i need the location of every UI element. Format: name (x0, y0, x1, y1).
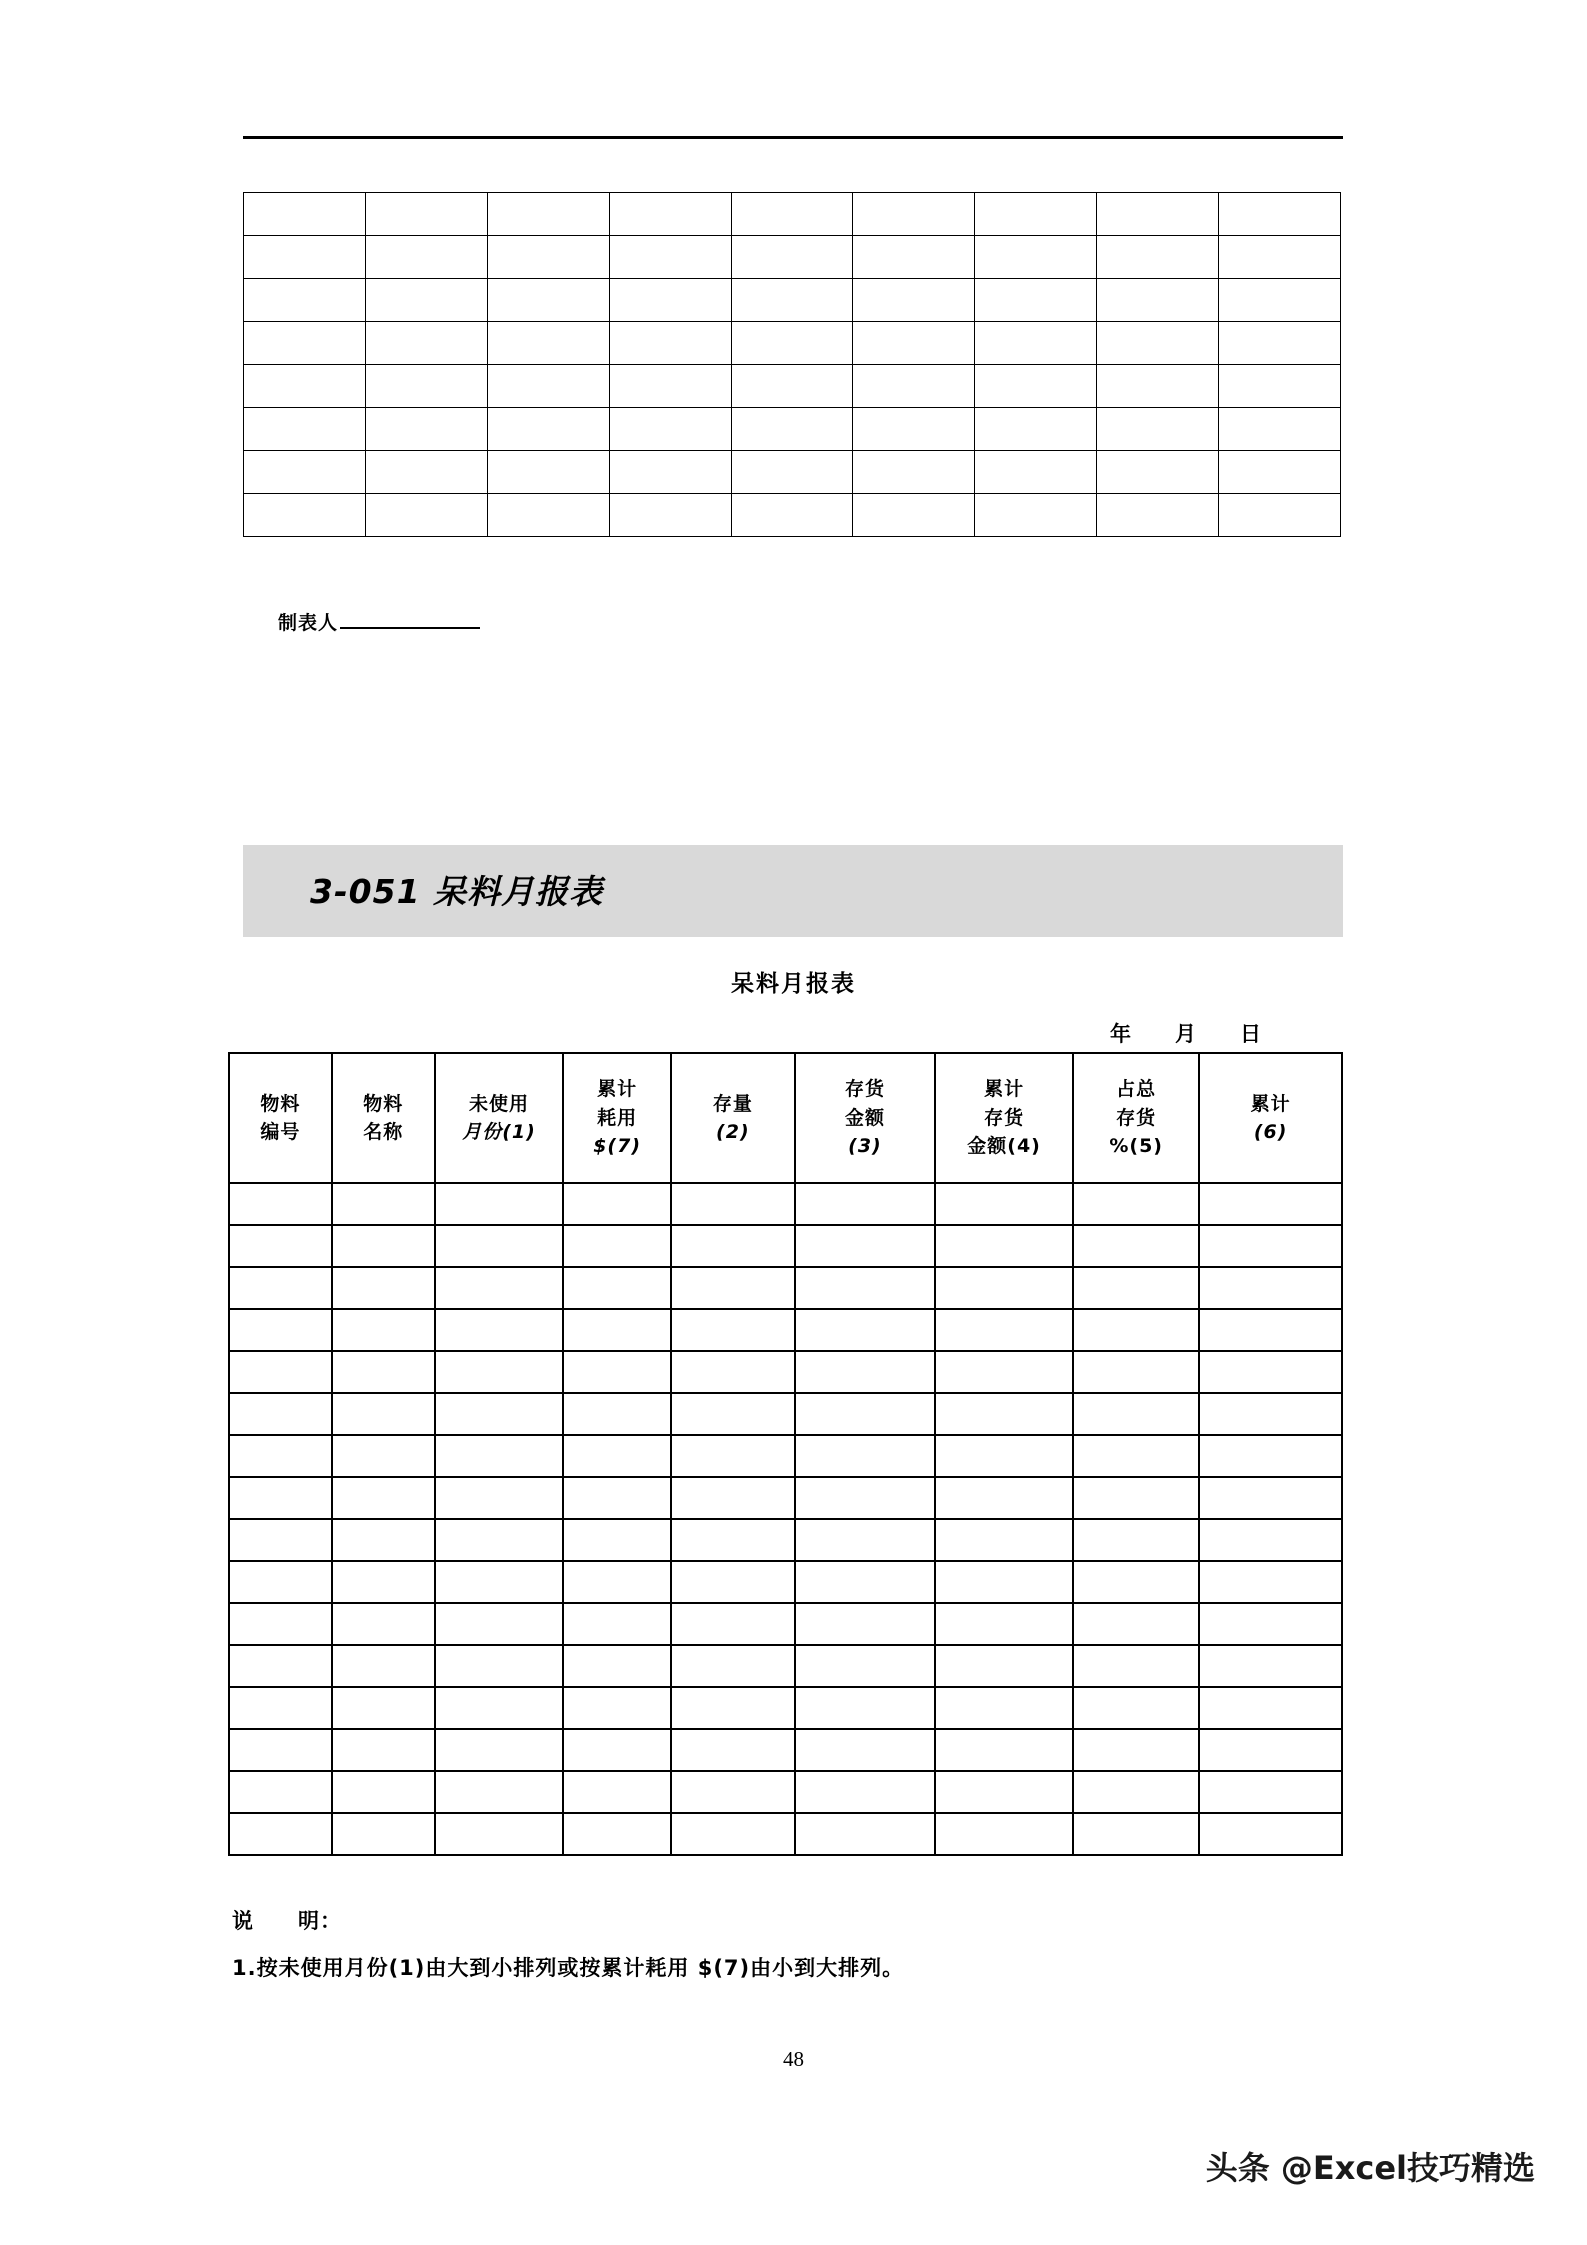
table-cell (795, 1813, 935, 1855)
col-header-material-name (332, 1053, 435, 1183)
table-cell (365, 365, 487, 408)
table-row (229, 1477, 1342, 1519)
table-cell (975, 494, 1097, 537)
table-cell (731, 451, 853, 494)
table-cell (332, 1393, 435, 1435)
table-cell (1073, 1309, 1199, 1351)
table-cell (563, 1477, 671, 1519)
table-cell (795, 1183, 935, 1225)
table-cell (935, 1435, 1073, 1477)
table-cell (1097, 279, 1219, 322)
table-body (229, 1183, 1342, 1855)
table-cell (1097, 494, 1219, 537)
col-header-unused-months (435, 1053, 564, 1183)
table-cell (332, 1477, 435, 1519)
table-cell (935, 1645, 1073, 1687)
table-cell (487, 451, 609, 494)
table-cell (1073, 1435, 1199, 1477)
table-cell (332, 1225, 435, 1267)
table-cell (1199, 1309, 1342, 1351)
table-row (229, 1771, 1342, 1813)
header-line-1: 物料 (363, 1092, 404, 1115)
table-cell (609, 322, 731, 365)
table-row (229, 1183, 1342, 1225)
table-cell (332, 1309, 435, 1351)
table-cell (332, 1267, 435, 1309)
table-cell (435, 1603, 564, 1645)
table-cell (435, 1225, 564, 1267)
header-line-3: 金额(4) (967, 1135, 1041, 1158)
table-row (244, 451, 1341, 494)
table-row (244, 408, 1341, 451)
table-cell (365, 279, 487, 322)
table-cell (229, 1687, 332, 1729)
table-cell (332, 1603, 435, 1645)
table-row (229, 1561, 1342, 1603)
table-cell (935, 1729, 1073, 1771)
table-row (244, 494, 1341, 537)
table-cell (853, 193, 975, 236)
table-cell (671, 1393, 795, 1435)
date-line (1110, 1018, 1263, 1048)
table-cell (935, 1561, 1073, 1603)
blank-table-body (244, 193, 1341, 537)
table-cell (229, 1771, 332, 1813)
table-cell (244, 365, 366, 408)
table-row (244, 322, 1341, 365)
table-cell (229, 1225, 332, 1267)
date-year-label: 年 (1110, 1022, 1133, 1046)
table-cell (435, 1309, 564, 1351)
table-row (229, 1435, 1342, 1477)
table-cell (365, 494, 487, 537)
table-cell (731, 236, 853, 279)
table-cell (435, 1435, 564, 1477)
table-row (229, 1813, 1342, 1855)
table-cell (487, 408, 609, 451)
table-cell (975, 408, 1097, 451)
table-cell (1199, 1645, 1342, 1687)
watermark: 头条 @Excel技巧精选 (1205, 2149, 1535, 2187)
table-row (244, 236, 1341, 279)
table-cell (1097, 193, 1219, 236)
table-cell (1073, 1603, 1199, 1645)
table-cell (975, 365, 1097, 408)
table-cell (1097, 236, 1219, 279)
table-cell (332, 1645, 435, 1687)
table-cell (671, 1603, 795, 1645)
table-cell (229, 1183, 332, 1225)
table-cell (795, 1393, 935, 1435)
table-cell (229, 1393, 332, 1435)
table-cell (1073, 1393, 1199, 1435)
table-cell (1073, 1813, 1199, 1855)
header-line-2: 存货 (984, 1106, 1025, 1129)
header-line-2: (2) (716, 1121, 750, 1143)
table-cell (365, 408, 487, 451)
table-cell (671, 1645, 795, 1687)
table-cell (435, 1813, 564, 1855)
table-cell (731, 279, 853, 322)
table-cell (332, 1813, 435, 1855)
header-line-1: 累计 (597, 1078, 638, 1101)
table-cell (935, 1687, 1073, 1729)
table-cell (935, 1771, 1073, 1813)
table-cell (935, 1393, 1073, 1435)
header-line-2: 金额 (844, 1106, 885, 1129)
table-cell (853, 365, 975, 408)
table-cell (365, 236, 487, 279)
table-cell (609, 494, 731, 537)
table-cell (975, 279, 1097, 322)
table-cell (795, 1603, 935, 1645)
header-line-2: 月份(1) (462, 1121, 536, 1143)
header-line-2: 耗用 (597, 1106, 638, 1129)
table-cell (563, 1435, 671, 1477)
header-line-2: 编号 (260, 1121, 301, 1143)
header-line-1: 累计 (1250, 1092, 1291, 1115)
date-month-label: 月 (1175, 1022, 1198, 1046)
table-cell (671, 1519, 795, 1561)
table-cell (671, 1561, 795, 1603)
col-header-cumulative-percent (1199, 1053, 1342, 1183)
dead-stock-monthly-report-table (228, 1052, 1343, 1856)
table-cell (1097, 365, 1219, 408)
header-row (229, 1053, 1342, 1183)
col-header-material-code (229, 1053, 332, 1183)
table-cell (229, 1603, 332, 1645)
table-cell (795, 1225, 935, 1267)
table-cell (487, 322, 609, 365)
table-cell (671, 1309, 795, 1351)
table-cell (1199, 1687, 1342, 1729)
table-cell (935, 1351, 1073, 1393)
notes-label: 说 明： (232, 1909, 342, 1933)
table-cell (435, 1729, 564, 1771)
table-cell (365, 322, 487, 365)
table-cell (563, 1225, 671, 1267)
table-cell (1097, 408, 1219, 451)
table-cell (609, 279, 731, 322)
table-cell (1199, 1561, 1342, 1603)
table-cell (563, 1645, 671, 1687)
table-head (229, 1053, 1342, 1183)
table-cell (563, 1603, 671, 1645)
table-cell (435, 1183, 564, 1225)
table-cell (229, 1645, 332, 1687)
table-cell (795, 1309, 935, 1351)
table-cell (975, 193, 1097, 236)
table-row (229, 1309, 1342, 1351)
table-cell (1097, 322, 1219, 365)
date-day-label: 日 (1240, 1022, 1263, 1046)
table-cell (795, 1729, 935, 1771)
table-cell (229, 1519, 332, 1561)
table-cell (853, 494, 975, 537)
col-header-stock-amount (795, 1053, 935, 1183)
table-cell (435, 1393, 564, 1435)
table-cell (935, 1267, 1073, 1309)
table-cell (1199, 1771, 1342, 1813)
table-cell (731, 408, 853, 451)
table-row (244, 365, 1341, 408)
table-cell (1073, 1183, 1199, 1225)
table-cell (795, 1351, 935, 1393)
table-cell (435, 1267, 564, 1309)
table-cell (332, 1519, 435, 1561)
table-cell (1219, 494, 1341, 537)
table-cell (1199, 1183, 1342, 1225)
table-cell (609, 451, 731, 494)
table-cell (435, 1351, 564, 1393)
table-cell (332, 1729, 435, 1771)
table-cell (795, 1771, 935, 1813)
table-cell (1199, 1225, 1342, 1267)
table-cell (1199, 1729, 1342, 1771)
table-row (229, 1519, 1342, 1561)
table-cell (935, 1519, 1073, 1561)
section-heading-text: 3-051 呆料月报表 (310, 872, 604, 911)
table-cell (435, 1687, 564, 1729)
table-cell (671, 1477, 795, 1519)
table-cell (935, 1225, 1073, 1267)
table-cell (1097, 451, 1219, 494)
table-cell (563, 1813, 671, 1855)
table-cell (1219, 451, 1341, 494)
table-cell (975, 322, 1097, 365)
table-cell (671, 1813, 795, 1855)
table-cell (563, 1687, 671, 1729)
table-cell (487, 236, 609, 279)
table-cell (853, 279, 975, 322)
table-cell (332, 1183, 435, 1225)
table-row (229, 1393, 1342, 1435)
preparer-label: 制表人 (278, 612, 339, 634)
table-cell (1199, 1603, 1342, 1645)
table-cell (1073, 1477, 1199, 1519)
table-cell (332, 1435, 435, 1477)
table-cell (609, 365, 731, 408)
table-cell (365, 193, 487, 236)
col-header-percent-of-total-stock (1073, 1053, 1199, 1183)
table-cell (563, 1729, 671, 1771)
table-cell (244, 236, 366, 279)
table-cell (487, 494, 609, 537)
form-title: 呆料月报表 (731, 971, 856, 997)
table-cell (853, 408, 975, 451)
table-cell (1219, 236, 1341, 279)
table-cell (853, 451, 975, 494)
header-line-3: %(5) (1109, 1135, 1163, 1158)
table-cell (795, 1477, 935, 1519)
table-row (244, 193, 1341, 236)
table-cell (563, 1393, 671, 1435)
table-cell (609, 193, 731, 236)
table-cell (795, 1267, 935, 1309)
table-cell (935, 1813, 1073, 1855)
table-cell (1073, 1561, 1199, 1603)
table-cell (1219, 365, 1341, 408)
table-cell (487, 193, 609, 236)
table-cell (229, 1477, 332, 1519)
table-cell (1219, 408, 1341, 451)
table-cell (671, 1225, 795, 1267)
table-cell (1199, 1477, 1342, 1519)
header-line-1: 存货 (844, 1078, 885, 1101)
table-cell (795, 1645, 935, 1687)
table-cell (332, 1771, 435, 1813)
table-cell (671, 1771, 795, 1813)
table-cell (1199, 1351, 1342, 1393)
table-cell (935, 1603, 1073, 1645)
table-cell (671, 1687, 795, 1729)
table-cell (244, 408, 366, 451)
table-cell (435, 1645, 564, 1687)
table-cell (435, 1561, 564, 1603)
table-cell (1073, 1645, 1199, 1687)
header-line-3: $(7) (593, 1135, 642, 1158)
table-cell (1219, 322, 1341, 365)
table-cell (1199, 1813, 1342, 1855)
table-cell (1073, 1729, 1199, 1771)
table-row (229, 1687, 1342, 1729)
table-cell (244, 451, 366, 494)
table-cell (671, 1729, 795, 1771)
table-cell (229, 1729, 332, 1771)
table-cell (731, 193, 853, 236)
header-line-3: (3) (848, 1135, 882, 1158)
signature-blank-rule (340, 612, 480, 629)
table-cell (435, 1519, 564, 1561)
table-cell (244, 193, 366, 236)
table-cell (563, 1183, 671, 1225)
header-line-1: 物料 (260, 1092, 301, 1115)
table-cell (1073, 1267, 1199, 1309)
table-cell (1199, 1435, 1342, 1477)
table-cell (975, 451, 1097, 494)
table-cell (935, 1477, 1073, 1519)
table-cell (1199, 1267, 1342, 1309)
header-line-1: 占总 (1116, 1078, 1157, 1101)
table-cell (1219, 279, 1341, 322)
table-cell (795, 1435, 935, 1477)
table-cell (731, 365, 853, 408)
table-cell (563, 1561, 671, 1603)
header-rule (243, 136, 1343, 139)
table-cell (563, 1309, 671, 1351)
blank-continuation-table (243, 192, 1341, 537)
header-line-2: 名称 (363, 1121, 404, 1143)
table-cell (332, 1687, 435, 1729)
table-cell (1199, 1393, 1342, 1435)
note-item-1: 1.按未使用月份(1)由大到小排列或按累计耗用 $(7)由小到大排列。 (232, 1956, 905, 1980)
table-cell (435, 1477, 564, 1519)
table-cell (435, 1771, 564, 1813)
table-cell (1073, 1225, 1199, 1267)
table-cell (229, 1561, 332, 1603)
table-cell (853, 236, 975, 279)
table-cell (731, 494, 853, 537)
table-row (244, 279, 1341, 322)
table-cell (671, 1183, 795, 1225)
table-cell (229, 1309, 332, 1351)
table-cell (229, 1351, 332, 1393)
table-cell (975, 236, 1097, 279)
table-cell (795, 1687, 935, 1729)
table-cell (731, 322, 853, 365)
table-cell (671, 1267, 795, 1309)
header-line-1: 未使用 (469, 1092, 530, 1115)
table-cell (563, 1771, 671, 1813)
table-cell (795, 1561, 935, 1603)
table-cell (1073, 1771, 1199, 1813)
table-cell (1073, 1687, 1199, 1729)
table-cell (244, 322, 366, 365)
table-cell (229, 1813, 332, 1855)
table-cell (935, 1309, 1073, 1351)
table-cell (853, 322, 975, 365)
table-row (229, 1645, 1342, 1687)
table-row (229, 1603, 1342, 1645)
table-cell (487, 365, 609, 408)
table-cell (332, 1561, 435, 1603)
table-row (229, 1225, 1342, 1267)
table-cell (671, 1435, 795, 1477)
preparer-signature-line (278, 608, 480, 635)
table-cell (487, 279, 609, 322)
table-cell (1219, 193, 1341, 236)
page-number: 48 (783, 2047, 804, 2071)
table-cell (332, 1351, 435, 1393)
table-cell (1073, 1351, 1199, 1393)
table-cell (671, 1351, 795, 1393)
table-cell (365, 451, 487, 494)
header-line-2: 存货 (1116, 1106, 1157, 1129)
table-row (229, 1729, 1342, 1771)
header-line-2: (6) (1253, 1121, 1288, 1143)
table-cell (244, 279, 366, 322)
table-cell (1073, 1519, 1199, 1561)
table-cell (563, 1351, 671, 1393)
table-cell (229, 1267, 332, 1309)
table-cell (229, 1435, 332, 1477)
table-row (229, 1267, 1342, 1309)
table-cell (1199, 1519, 1342, 1561)
col-header-cumulative-consumption (563, 1053, 671, 1183)
header-line-1: 累计 (984, 1078, 1025, 1101)
col-header-cumulative-stock-amount (935, 1053, 1073, 1183)
header-line-1: 存量 (712, 1092, 753, 1115)
table-cell (244, 494, 366, 537)
col-header-stock-quantity (671, 1053, 795, 1183)
table-cell (795, 1519, 935, 1561)
table-cell (935, 1183, 1073, 1225)
table-cell (563, 1267, 671, 1309)
table-row (229, 1351, 1342, 1393)
table-cell (609, 236, 731, 279)
table-cell (609, 408, 731, 451)
table-cell (563, 1519, 671, 1561)
